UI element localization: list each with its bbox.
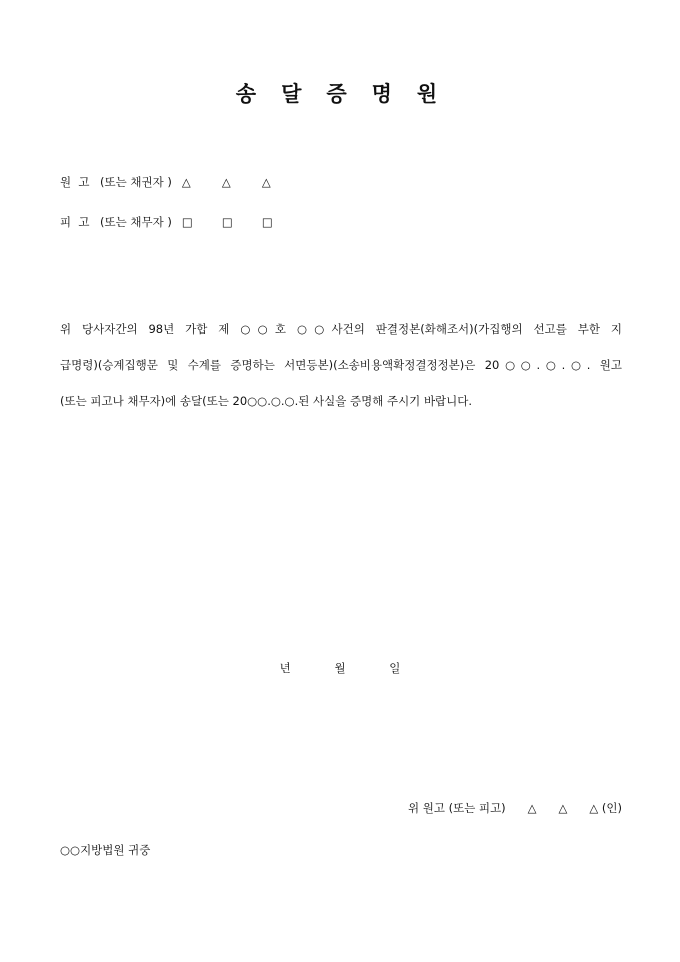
- signer-name-2: △: [558, 801, 568, 815]
- date-year: 년: [279, 661, 291, 675]
- plaintiff-name-2: △: [221, 175, 231, 189]
- plaintiff-role: (또는 채권자 ): [100, 175, 172, 189]
- date-line: [0, 660, 680, 676]
- signer-name-1: △: [527, 801, 537, 815]
- date-day: 일: [389, 661, 401, 675]
- defendant-line: [60, 214, 302, 230]
- paragraph-line-3: (또는 피고나 채무자)에 송달(또는 20○○.○.○.된 사실을 증명해 주시기 바랍니다.: [60, 394, 473, 408]
- document-title: 송달증명원: [235, 81, 463, 106]
- defendant-name-2: □: [221, 215, 233, 229]
- signer-seal: (인): [601, 801, 622, 815]
- signer-name-3: △: [589, 801, 599, 815]
- paragraph-line-1: 위 당사자간의 98년 가합 제 ○○호 ○○사건의 판결정본(화해조서)(가집행의 선고를 부한 지: [60, 322, 622, 336]
- court-addressee: ○○지방법원 귀중: [60, 843, 151, 857]
- defendant-role: (또는 채무자 ): [100, 215, 172, 229]
- plaintiff-label: 원 고: [60, 175, 90, 189]
- paragraph-line-2: 급명령)(승계집행문 및 수계를 증명하는 서면등본)(소송비용액확정결정정본)은 20○○.○.○. 원고: [60, 358, 622, 372]
- signer-prefix: 위 원고 (또는 피고): [407, 801, 506, 815]
- date-month: 월: [334, 661, 346, 675]
- defendant-name-1: □: [181, 215, 193, 229]
- plaintiff-name-3: △: [261, 175, 271, 189]
- defendant-name-3: □: [261, 215, 273, 229]
- plaintiff-name-1: △: [181, 175, 191, 189]
- request-paragraph: [60, 311, 622, 419]
- plaintiff-line: [60, 174, 302, 190]
- signer-line: [408, 800, 622, 816]
- defendant-label: 피 고: [60, 215, 90, 229]
